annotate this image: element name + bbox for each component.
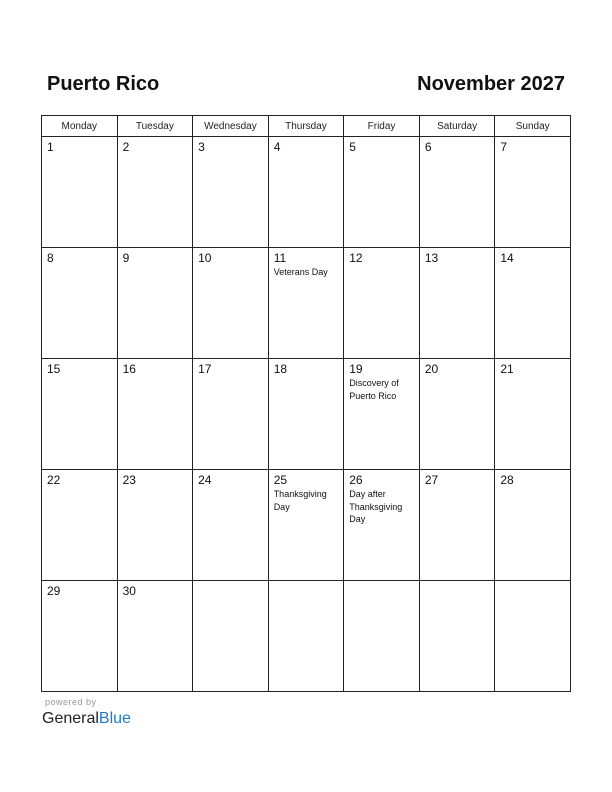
day-cell	[495, 248, 571, 359]
day-cell	[117, 137, 193, 248]
day-cell	[268, 359, 344, 470]
week-row	[42, 359, 571, 470]
day-cell	[42, 581, 118, 692]
day-number: 24	[198, 473, 212, 487]
holiday-label: Discovery of Puerto Rico	[349, 378, 399, 401]
day-number: 16	[122, 362, 136, 376]
day-cell	[193, 581, 269, 692]
day-number: 1	[47, 140, 54, 154]
day-number: 26	[349, 473, 363, 487]
brand-logo[interactable]	[42, 709, 131, 729]
day-cell	[193, 359, 269, 470]
day-number: 23	[122, 473, 136, 487]
day-cell	[268, 470, 344, 581]
day-cell	[42, 137, 118, 248]
day-number	[420, 581, 495, 584]
brand-blue-text: Blue	[98, 710, 131, 727]
day-number: 11	[273, 251, 287, 265]
weekday-header: Wednesday	[193, 116, 269, 137]
day-cell	[419, 470, 495, 581]
day-cell	[344, 359, 420, 470]
day-cell	[419, 137, 495, 248]
footer	[42, 696, 131, 729]
day-number	[193, 581, 268, 584]
week-row	[42, 248, 571, 359]
weekday-header: Saturday	[419, 116, 495, 137]
holiday-label: Day after Thanksgiving Day	[349, 489, 403, 524]
day-cell	[117, 359, 193, 470]
day-number: 22	[47, 473, 61, 487]
week-row	[42, 137, 571, 248]
day-cell	[419, 581, 495, 692]
day-cell	[495, 470, 571, 581]
day-number: 9	[122, 251, 130, 265]
day-cell	[193, 470, 269, 581]
day-number: 14	[500, 251, 514, 265]
day-number: 10	[198, 251, 212, 265]
day-cell	[117, 581, 193, 692]
day-number	[495, 581, 570, 584]
day-number: 27	[424, 473, 439, 487]
day-number: 19	[349, 362, 363, 376]
day-cell	[495, 581, 571, 692]
day-cell	[495, 137, 571, 248]
day-cell	[268, 581, 344, 692]
day-number: 20	[424, 362, 439, 376]
day-cell	[117, 470, 193, 581]
country-title: Puerto Rico	[47, 73, 160, 95]
powered-by-text: powered by	[45, 697, 97, 707]
day-number: 2	[122, 140, 130, 154]
calendar-grid	[41, 115, 571, 692]
day-number: 3	[198, 140, 205, 154]
day-cell	[344, 470, 420, 581]
day-number: 5	[349, 140, 356, 154]
day-number: 6	[424, 140, 432, 154]
week-row	[42, 581, 571, 692]
day-cell	[117, 248, 193, 359]
weekday-header: Monday	[42, 116, 118, 137]
day-number: 29	[47, 584, 61, 598]
day-cell	[42, 470, 118, 581]
calendar-body	[42, 137, 571, 692]
day-cell	[268, 248, 344, 359]
day-number: 7	[500, 140, 508, 154]
day-number: 13	[424, 251, 439, 265]
day-cell	[193, 137, 269, 248]
day-cell	[419, 359, 495, 470]
holiday-label: Veterans Day	[273, 267, 328, 277]
day-cell	[344, 137, 420, 248]
day-number: 28	[500, 473, 514, 487]
day-cell	[193, 248, 269, 359]
day-number: 25	[273, 473, 288, 487]
day-number	[269, 581, 344, 584]
day-cell	[495, 359, 571, 470]
day-number: 4	[273, 140, 281, 154]
day-cell	[42, 359, 118, 470]
weekday-header: Tuesday	[117, 116, 193, 137]
day-cell	[344, 581, 420, 692]
day-number: 21	[500, 362, 514, 376]
day-cell	[42, 248, 118, 359]
brand-general-text: General	[42, 710, 99, 727]
day-number: 8	[47, 251, 54, 265]
day-number: 18	[273, 362, 288, 376]
day-number	[344, 581, 419, 584]
day-number: 30	[122, 584, 136, 598]
day-number: 12	[349, 251, 363, 265]
day-cell	[419, 248, 495, 359]
weekday-header: Friday	[344, 116, 420, 137]
week-row	[42, 470, 571, 581]
day-number: 15	[47, 362, 61, 376]
weekday-header-row	[42, 116, 571, 137]
day-cell	[344, 248, 420, 359]
day-cell	[268, 137, 344, 248]
holiday-label: Thanksgiving Day	[273, 489, 327, 512]
weekday-header: Sunday	[495, 116, 571, 137]
month-year-title: November 2027	[417, 73, 565, 95]
day-number: 17	[198, 362, 212, 376]
weekday-header: Thursday	[268, 116, 344, 137]
